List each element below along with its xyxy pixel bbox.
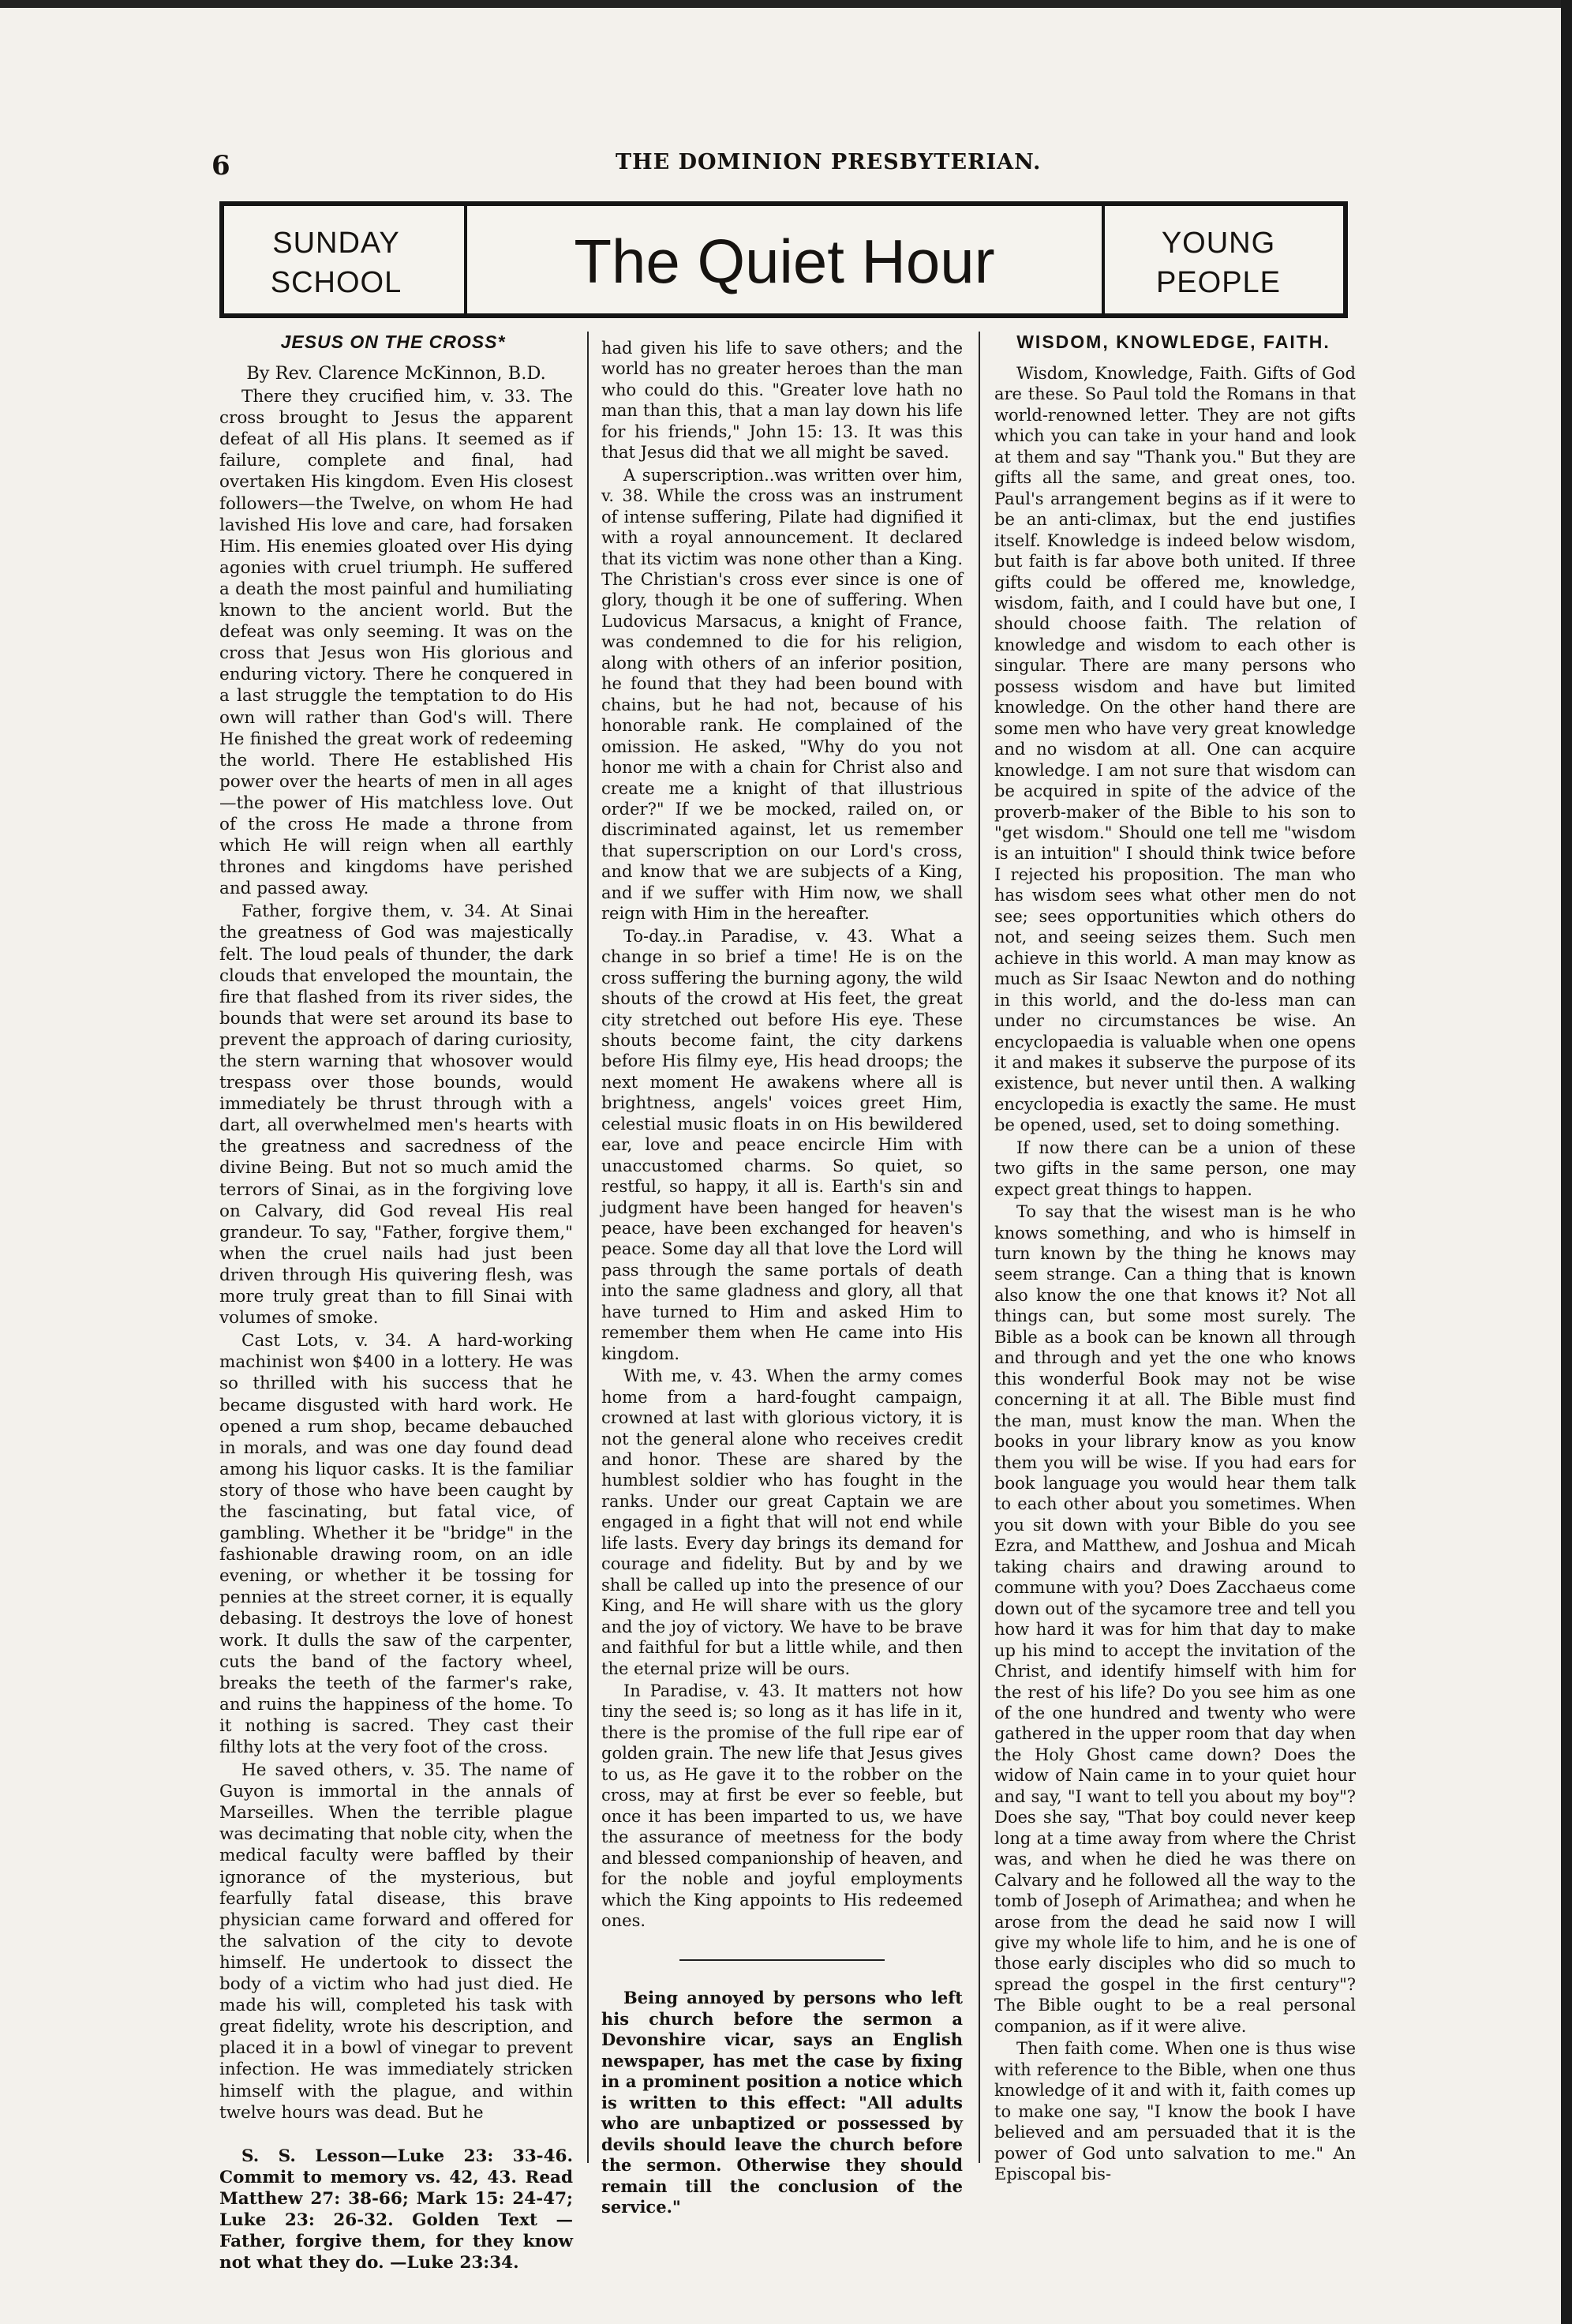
vicar-note: Being annoyed by persons who left his church before the sermon a Devonshire vicar, says an English newspaper, has met the case by fixing in a prominent position a notice which is written to this effect: "All adults who are unbaptized or possessed by devils should leave the church before the sermon. Otherwise they should remain till the conclusion of the service." [601, 1988, 963, 2217]
column-3-paragraph: Wisdom, Knowledge, Faith. Gifts of God are these. So Paul told the Romans in that world-renowned letter. They are not gifts which you can take in your hand and look at them and say "Thank you." But they are gifts all the same, and great ones, too. Paul's arrangement begins as if it were to be an anti-climax, but the end justifies itself. Knowledge is indeed below wisdom, but faith is far above both united. If three gifts could be offered me, knowledge, wisdom, faith, and I could have but one, I should choose faith. The relation of knowledge and wisdom to each other is singular. There are many persons who possess wisdom and have but limited knowledge. On the other hand there are some men who have very great knowledge and no wisdom at all. One can acquire knowledge. I am not sure that wisdom can be acquired in spite of the advice of the proverb-maker of the Bible to his son to "get wisdom." Should one tell me "wisdom is an intuition" I should think twice before I rejected his proposition. The man who has wisdom sees what other men do not see; sees opportunities which others do not, and seeing seizes them. Such men achieve in this world. A man may know as much as Sir Isaac Newton and do nothing in this world, and the do-less man can under no circumstances be wise. An encyclopaedia is valuable when one opens it and makes it subserve the purpose of its existence, but never until then. A walking encyclopedia is exactly the same. He must be opened, used, set to doing something. [994, 364, 1356, 1135]
column-3-paragraph: To say that the wisest man is he who knows something, and who is himself in turn known by the thing he knows may seem strange. Can a thing that is known also know the one that knows it? Not all things can, but some most surely. The Bible as a book can be known all through and through and yet the one who knows this wonderful Book may not be wise concerning it at all. The Bible must find the man, must know the man. When the books in your library know as you know them you will be wise. If you had ears for book language you would hear them talk to each other about you sometimes. When you sit down with your Bible do you see Ezra, and Matthew, and Joshua and Micah taking chairs and drawing around to commune with you? Does Zacchaeus come down out of the sycamore tree and tell you how hard it was for him that day to make up his mind to accept the invitation of the Christ, and identify himself with him for the rest of his life? Do you see him as one of the one hundred and twenty who were gathered in the upper room that day when the Holy Ghost came down? Does the widow of Nain came in to your quiet hour and say, "I want to tell you about my boy"? Does she say, "That boy could never keep long at a time away from where the Christ was, and when he died he was there on Calvary and he followed all the way to the tomb of Joseph of Arimathea; and when he arose from the dead he said now I will give my whole life to him, and he is one of those early disciples who did so much to spread the gospel in the first century"? The Bible ought to be a real personal companion, as if it were alive. [994, 1202, 1356, 2036]
column-1 [219, 363, 573, 2273]
section-banner [219, 201, 1348, 318]
column-rule-2 [979, 332, 980, 2163]
column-2-paragraph: had given his life to save others; and the world has no greater heroes than the man who could do this. "Greater love hath no man than this, that a man lay down his life for his friends," John 15: 13. It was this that Jesus did that we all might be saved. [601, 339, 963, 463]
column-3-paragraph: If now there can be a union of these two gifts in the same person, one may expect great things to happen. [994, 1138, 1356, 1199]
column-3 [994, 363, 1356, 2184]
column-1-paragraph: Cast Lots, v. 34. A hard-working machinist won $400 in a lottery. He was so thrilled with his success that he became disgusted with hard work. He opened a rum shop, became debauched in morals, and was one day found dead among his liquor casks. It is the familiar story of those who have been caught by the fascinating, but fatal vice, of gambling. Whether it be "bridge" in the fashionable drawing room, on an idle evening, or whether it be tossing for pennies at the street corner, it is equally debasing. It destroys the love of honest work. It dulls the saw of the carpenter, cuts the band of the factory wheel, breaks the teeth of the farmer's rake, and ruins the happiness of the home. To it nothing is sacred. They cast their filthy lots at the very foot of the cross. [219, 1331, 573, 1757]
column-2-paragraph: A superscription..was written over him, v. 38. While the cross was an instrument of intense suffering, Pilate had dignified it with a royal announcement. It declared that its victim was none other than a King. The Christian's cross ever since is one of glory, though it be one of suffering. When Ludovicus Marsacus, a knight of France, was condemned to die for his religion, along with others of an inferior position, he found that they had been bound with chains, but he had not, because of his honorable rank. He complained of the omission. He asked, "Why do you not honor me with a chain for Christ also and create me a knight of that illustrious order?" If we be mocked, railed on, or discriminated against, let us remember that superscription on our Lord's cross, and know that we are subjects of a King, and if we suffer with Him now, we shall reign with Him in the hereafter. [601, 465, 963, 924]
scan-top-edge [0, 0, 1572, 8]
banner-right-line-1: YOUNG [1161, 227, 1276, 260]
banner-left-line-2: SCHOOL [270, 266, 402, 299]
section-separator [679, 1959, 885, 1961]
column-2-paragraph: In Paradise, v. 43. It matters not how tiny the seed is; so long as it has life in it, there is the promise of the full ripe ear of golden grain. The new life that Jesus gives to us, as He gave it to the robber on the cross, may at first be ever so feeble, but once it has been imparted to us, we have the assurance of meetness for the body and blessed companionship of heaven, and for the noble and joyful employments which the King appoints to His redeemed ones. [601, 1681, 963, 1930]
banner-left-line-1: SUNDAY [272, 227, 400, 260]
running-head [197, 148, 1349, 186]
page-number: 6 [211, 150, 230, 182]
column-3-heading: WISDOM, KNOWLEDGE, FAITH. [1016, 332, 1331, 352]
lesson-reference: S. S. Lesson—Luke 23: 33-46. Commit to memory vs. 42, 43. Read Matthew 27: 38-66; Mark 15: 24-47; Luke 23: 26-32. Golden Text — Father, forgive them, for they know not what they do. —Luke 23:34. [219, 2146, 573, 2273]
column-rule-1 [587, 332, 589, 2163]
column-1-paragraph: There they crucified him, v. 33. The cross brought to Jesus the apparent defeat of all His plans. It seemed as if failure, complete and final, had overtaken His kingdom. Even His closest followers—the Twelve, on whom He had lavished His love and care, had forsaken Him. His enemies gloated over His dying agonies with cruel triumph. He suffered a death the most painful and humiliating known to the ancient world. But the defeat was only seeming. It was on the cross that Jesus won His glorious and enduring victory. There he conquered in a last struggle the temptation to do His own will rather than God's will. There He finished the great work of redeeming the world. There He established His power over the hearts of men in all ages—the power of His matchless love. Out of the cross He made a throne from which He will reign when all earthly thrones and kingdoms have perished and passed away. [219, 387, 573, 899]
column-2-paragraph: To-day..in Paradise, v. 43. What a change in so brief a time! He is on the cross suffering the burning agony, the wild shouts of the crowd at His feet, the great city stretched out before His eye. These shouts become faint, the city darkens before His filmy eye, His head droops; the next moment He awakens where all is brightness, angels' voices greet Him, celestial music floats in on His bewildered ear, love and peace encircle Him with unaccustomed charms. So quiet, so restful, so happy, it all is. Earth's sin and judgment have been hanged for heaven's peace, have been exchanged for heaven's peace. Some day all that love the Lord will pass through the same portals of death into the same gladness and glory, all that have turned to Him and asked Him to remember them when He came into His kingdom. [601, 926, 963, 1363]
banner-right-divider [1102, 206, 1105, 313]
scan-right-edge [1561, 0, 1572, 2324]
byline: By Rev. Clarence McKinnon, B.D. [246, 363, 546, 384]
banner-left-label [234, 223, 439, 302]
journal-title: THE DOMINION PRESBYTERIAN. [616, 150, 1042, 174]
banner-right-label [1116, 223, 1321, 302]
column-2 [601, 338, 963, 2217]
column-1-paragraph: He saved others, v. 35. The name of Guyon is immortal in the annals of Marseilles. When the terrible plague was decimating that noble city, when the medical faculty were baffled by their ignorance of the mysterious, but fearfully fatal disease, this brave physician came forward and offered for the salvation of the city to devote himself. He undertook to dissect the body of a victim who had just died. He made his will, completed his task with great fidelity, wrote his description, and placed it in a bowl of vinegar to prevent infection. He was immediately stricken himself with the plague, and within twelve hours was dead. But he [219, 1760, 573, 2123]
column-2-paragraph: With me, v. 43. When the army comes home from a hard-fought campaign, crowned at last with glorious victory, it is not the general alone who receives credit and honor. These are shared by the humblest soldier who has fought in the ranks. Under our great Captain we are engaged in a fight that will not end while life lasts. Every day brings its demand for courage and fidelity. But by and by we shall be called up into the presence of our King, and He will share with us the glory and the joy of victory. We have to be brave and faithful for but a little while, and then the eternal prize will be ours. [601, 1366, 963, 1678]
column-3-paragraph: Then faith come. When one is thus wise with reference to the Bible, when one thus knowledge of it and with it, faith comes up to make one say, "I know the book I have believed and am persuaded that it is the power of God unto salvation to me." An Episcopal bis- [994, 2039, 1356, 2183]
banner-right-line-2: PEOPLE [1155, 266, 1282, 299]
column-1-paragraph: Father, forgive them, v. 34. At Sinai the greatness of God was majestically felt. The loud peals of thunder, the dark clouds that enveloped the mountain, the fire that flashed from its river sides, the bounds that were set around its base to prevent the approach of daring curiosity, the stern warning that whosover would trespass over those bounds, would immediately be thrust through with a dart, all overwhelmed men's hearts with the greatness and sacredness of the divine Being. But not so much amid the terrors of Sinai, as in the forgiving love on Calvary, did God reveal His real grandeur. To say, "Father, forgive them," when the cruel nails had just been driven through His quivering flesh, was more truly great than to fill Sinai with volumes of smoke. [219, 901, 573, 1329]
banner-title: The Quiet Hour [574, 227, 995, 296]
column-1-heading: JESUS ON THE CROSS* [280, 332, 506, 352]
